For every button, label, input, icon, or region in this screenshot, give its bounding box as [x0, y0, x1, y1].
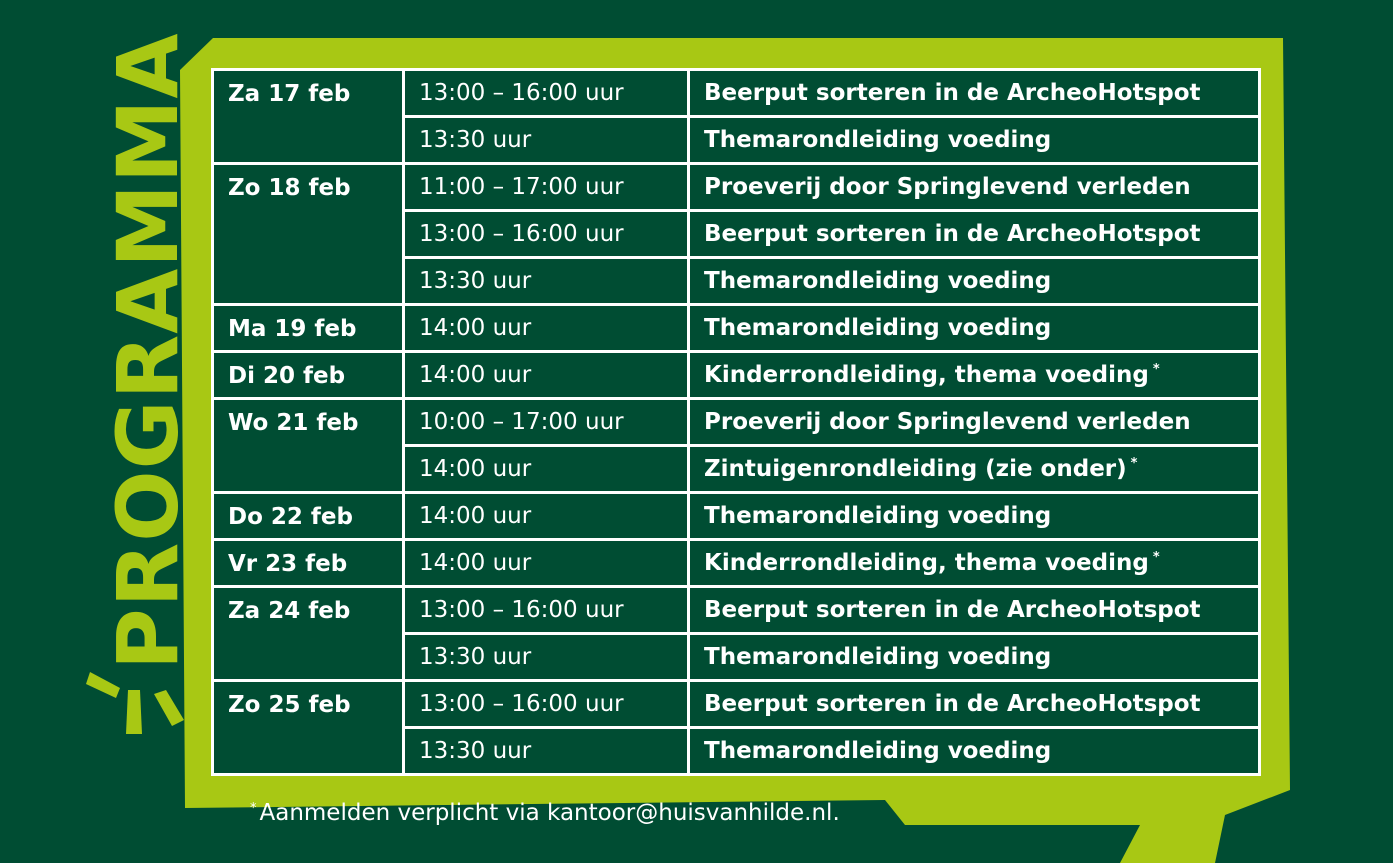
table-row — [213, 493, 1260, 540]
table-row — [213, 70, 1260, 117]
time-cell: 13:30 uur — [404, 634, 689, 681]
activity-label: Kinderrondleiding, thema voeding — [704, 362, 1149, 388]
activity-cell — [689, 352, 1260, 399]
time-cell: 13:00 – 16:00 uur — [404, 587, 689, 634]
schedule-body — [213, 70, 1260, 775]
activity-cell — [689, 164, 1260, 211]
activity-cell — [689, 70, 1260, 117]
activity-label: Kinderrondleiding, thema voeding — [704, 550, 1149, 576]
day-cell: Di 20 feb — [213, 352, 404, 399]
time-cell: 14:00 uur — [404, 305, 689, 352]
activity-cell — [689, 493, 1260, 540]
activity-label: Themarondleiding voeding — [704, 127, 1052, 153]
activity-label: Themarondleiding voeding — [704, 315, 1052, 341]
activity-cell — [689, 211, 1260, 258]
time-cell: 14:00 uur — [404, 446, 689, 493]
time-cell: 11:00 – 17:00 uur — [404, 164, 689, 211]
footnote-text: Aanmelden verplicht via kantoor@huisvanhilde.nl. — [259, 800, 840, 826]
schedule-table — [211, 68, 1261, 776]
time-cell: 13:30 uur — [404, 117, 689, 164]
registration-marker: * — [1152, 362, 1160, 377]
activity-cell — [689, 446, 1260, 493]
time-cell: 14:00 uur — [404, 540, 689, 587]
time-cell: 13:30 uur — [404, 728, 689, 775]
activity-label: Beerput sorteren in de ArcheoHotspot — [704, 691, 1201, 717]
activity-cell — [689, 681, 1260, 728]
day-cell: Za 17 feb — [213, 70, 404, 164]
activity-cell — [689, 117, 1260, 164]
table-row — [213, 164, 1260, 211]
time-cell: 14:00 uur — [404, 352, 689, 399]
table-row — [213, 587, 1260, 634]
table-row — [213, 305, 1260, 352]
time-cell: 13:30 uur — [404, 258, 689, 305]
table-row — [213, 399, 1260, 446]
time-cell: 13:00 – 16:00 uur — [404, 70, 689, 117]
activity-label: Proeverij door Springlevend verleden — [704, 174, 1191, 200]
activity-label: Beerput sorteren in de ArcheoHotspot — [704, 80, 1201, 106]
activity-cell — [689, 258, 1260, 305]
activity-cell — [689, 305, 1260, 352]
activity-label: Themarondleiding voeding — [704, 738, 1052, 764]
time-cell: 14:00 uur — [404, 493, 689, 540]
day-cell: Wo 21 feb — [213, 399, 404, 493]
activity-label: Proeverij door Springlevend verleden — [704, 409, 1191, 435]
registration-marker: * — [1152, 550, 1160, 565]
day-cell: Do 22 feb — [213, 493, 404, 540]
day-cell: Ma 19 feb — [213, 305, 404, 352]
programma-title: PROGRAMMA — [99, 32, 197, 670]
time-cell: 13:00 – 16:00 uur — [404, 211, 689, 258]
footnote — [250, 800, 840, 826]
table-row — [213, 352, 1260, 399]
time-cell: 10:00 – 17:00 uur — [404, 399, 689, 446]
activity-label: Zintuigenrondleiding (zie onder) — [704, 456, 1127, 482]
day-cell: Vr 23 feb — [213, 540, 404, 587]
activity-cell — [689, 540, 1260, 587]
footnote-marker: * — [250, 801, 257, 816]
activity-label: Beerput sorteren in de ArcheoHotspot — [704, 597, 1201, 623]
activity-label: Themarondleiding voeding — [704, 644, 1052, 670]
time-cell: 13:00 – 16:00 uur — [404, 681, 689, 728]
day-cell: Zo 25 feb — [213, 681, 404, 775]
table-row — [213, 540, 1260, 587]
activity-cell — [689, 728, 1260, 775]
registration-marker: * — [1130, 456, 1138, 471]
day-cell: Zo 18 feb — [213, 164, 404, 305]
activity-cell — [689, 587, 1260, 634]
activity-cell — [689, 634, 1260, 681]
activity-label: Beerput sorteren in de ArcheoHotspot — [704, 221, 1201, 247]
day-cell: Za 24 feb — [213, 587, 404, 681]
activity-cell — [689, 399, 1260, 446]
activity-label: Themarondleiding voeding — [704, 503, 1052, 529]
activity-label: Themarondleiding voeding — [704, 268, 1052, 294]
table-row — [213, 681, 1260, 728]
